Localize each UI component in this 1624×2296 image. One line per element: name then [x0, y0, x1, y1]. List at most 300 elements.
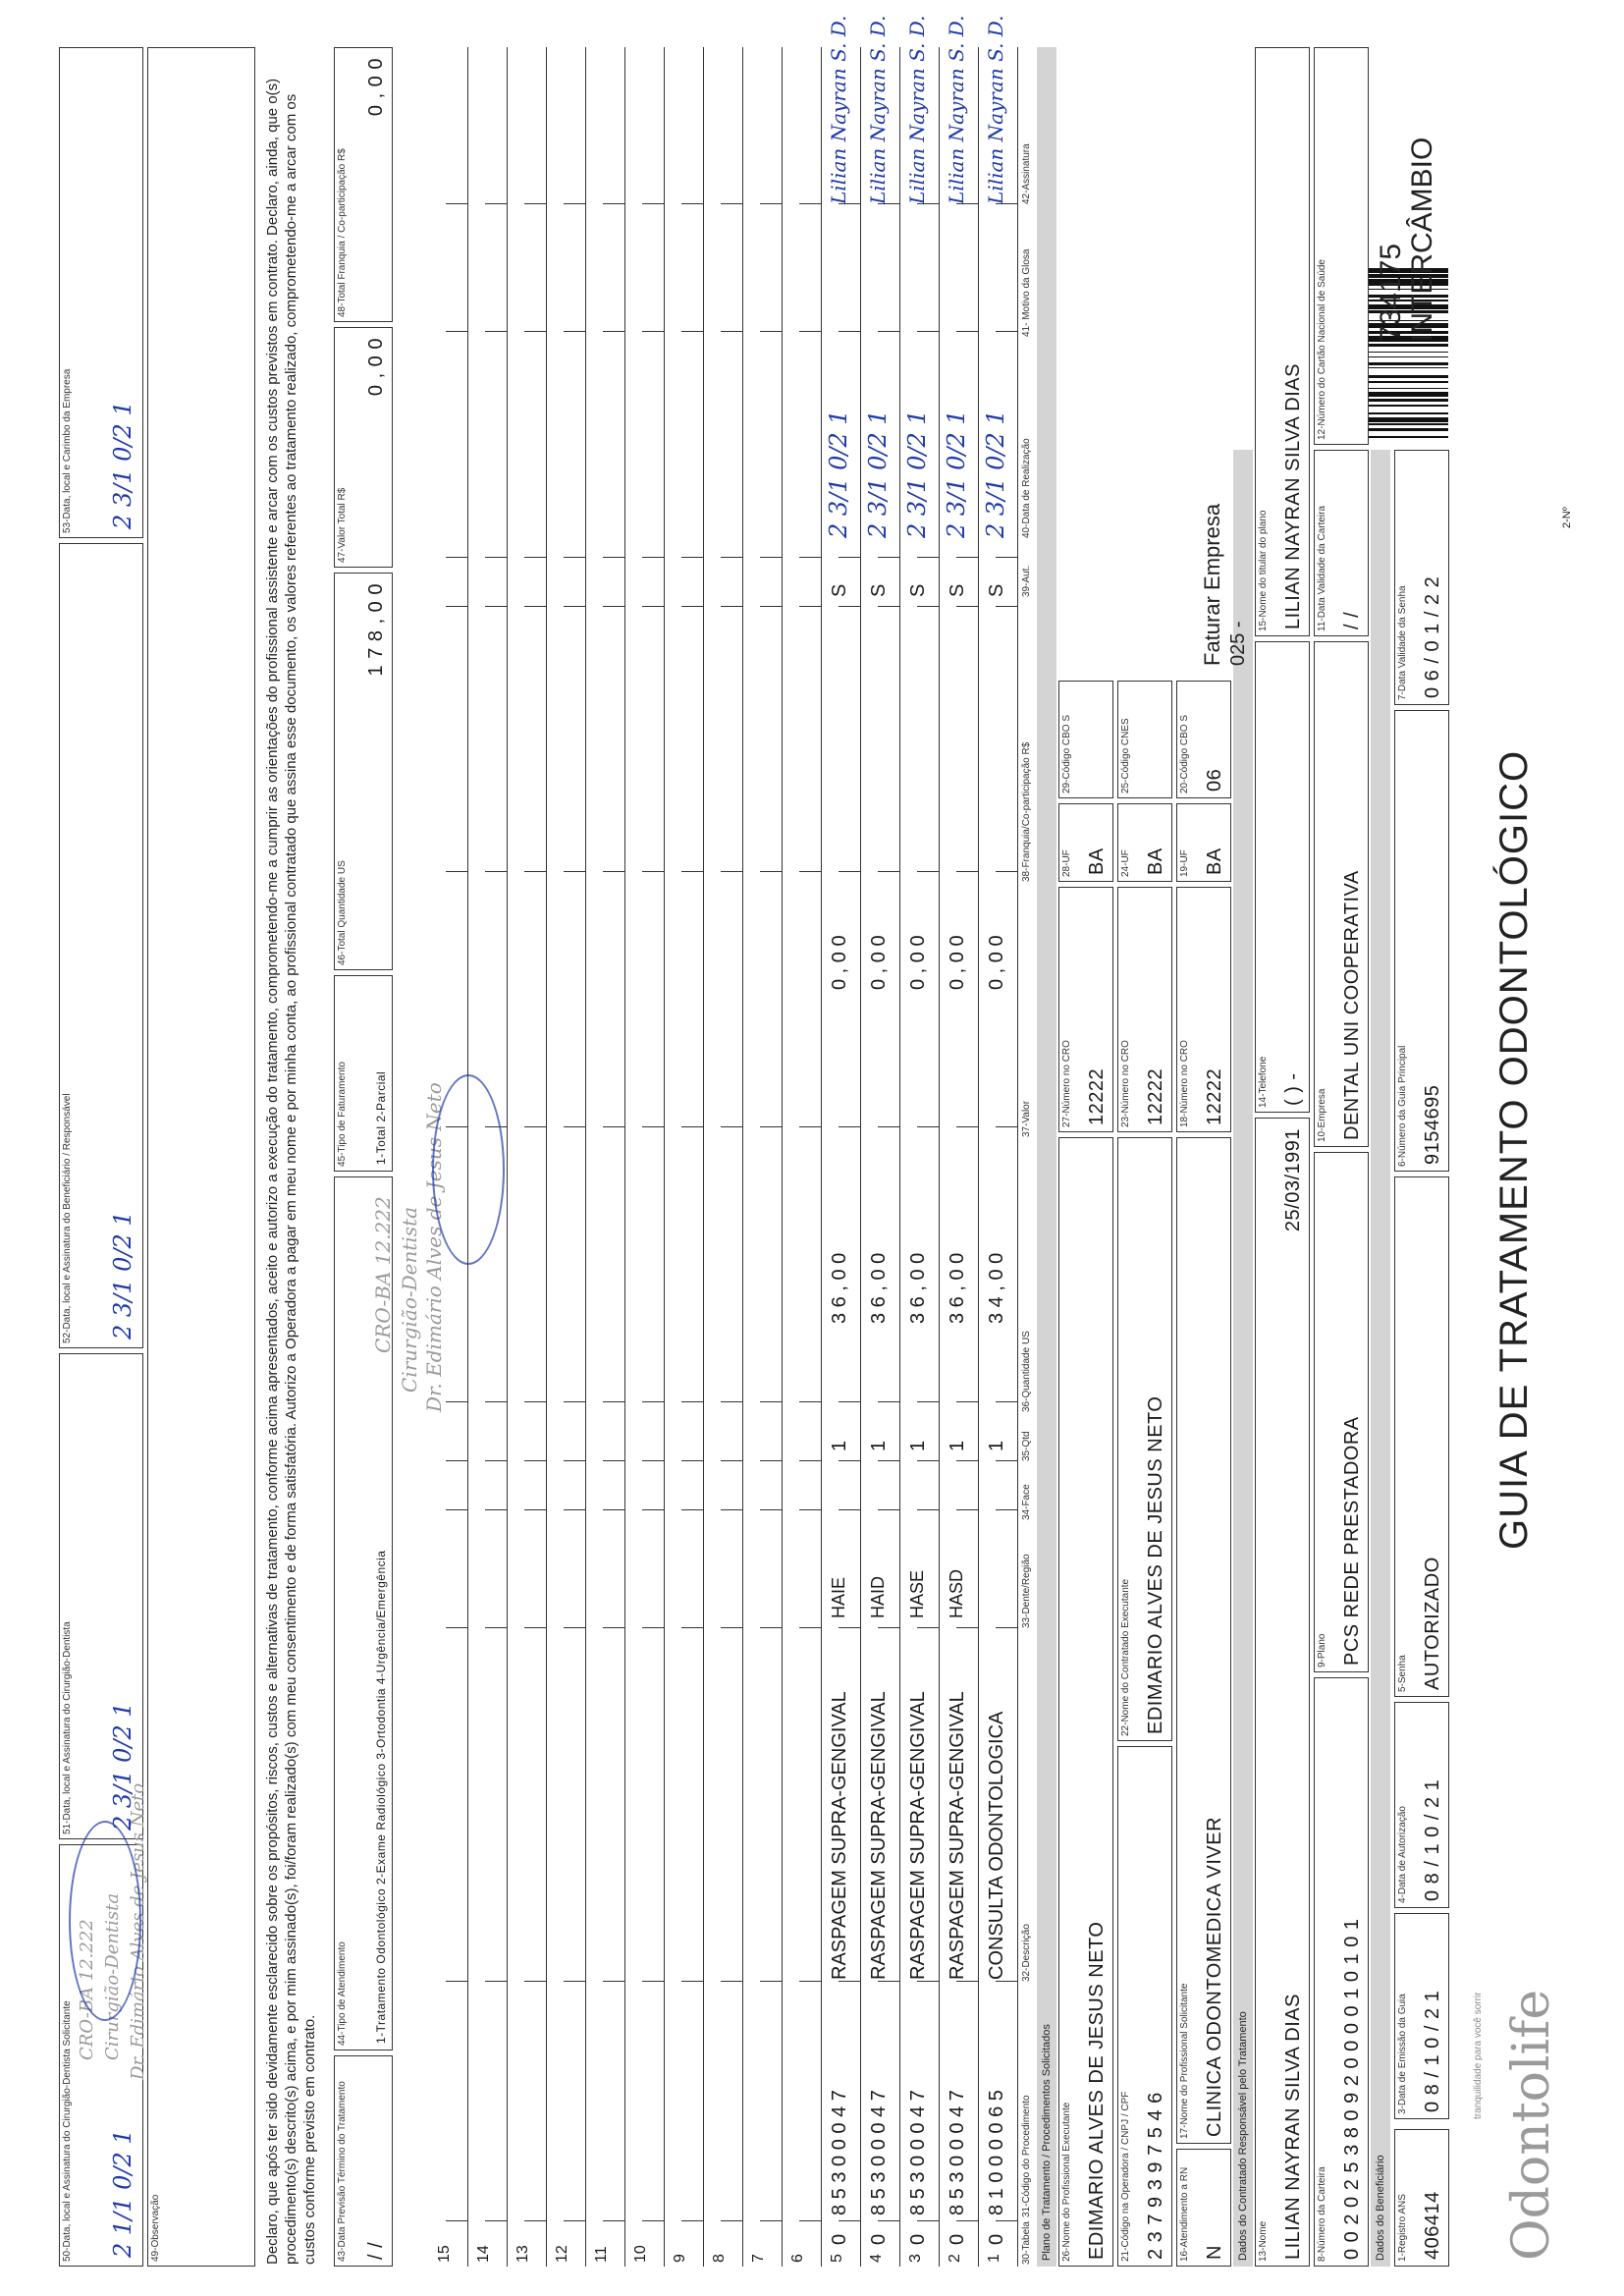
column-separator [799, 1460, 821, 1461]
table-row [742, 47, 783, 2267]
header-descricao: 32-Descrição [1021, 1924, 1032, 1982]
field-telefone: 14-Telefone ( ) - [1255, 641, 1310, 1113]
declaration-text: Declaro, que após ter sido devidamente esclarecido sobre os propósitos, riscos, custos e alternativas de tratamento, conforme acima apresentados, aceito e autorizo a execução do tratamento, comprometendo-me a cumprir as orientações do profissional assistente e arcar com os custos previstos em contrato. Declaro, ainda, que o(s) procedimento(s) descrito(s) acima, e por mim assinado(s), foi/foram realizado(s) com meu consentimento e de forma satisfatória. Autorizo a Operadora a pagar em meu nome e por minha conta, ao profissional contratado que assina esse documento, os valores referentes ao tratamento realizado, comprometendo-me a arcar com os custos conforme previsto em contrato. [264, 78, 318, 2265]
field-cbos-20: 20-Código CBO S 06 [1176, 681, 1231, 798]
field-tipo-atendimento: 44-Tipo de Atendimento 1-Tratamento Odontológico 2-Exame Radiológico 3-Ortodontia 4-Urgência/Emergência [334, 1176, 393, 2050]
column-separator [603, 557, 624, 558]
field-titular: 15-Nome do titular do plano LILIAN NAYRAN SILVA DIAS [1255, 47, 1310, 636]
column-separator [917, 1126, 939, 1127]
field-valor-total: 47-Valor Total R$ 0 , 0 0 [334, 327, 393, 568]
column-separator [564, 1401, 585, 1402]
cell-tabela: 0 [986, 2233, 1007, 2245]
column-separator [917, 1981, 939, 1982]
cell-us: 3 6 , 0 0 [829, 1252, 850, 1324]
column-separator [603, 1460, 624, 1461]
column-separator [603, 1981, 624, 1982]
column-separator [524, 1460, 546, 1461]
column-separator [642, 2220, 664, 2221]
cell-valor: 0 , 0 0 [829, 935, 850, 990]
column-separator [564, 1509, 585, 1510]
cell-qtd: 1 [986, 1440, 1007, 1451]
column-separator [799, 203, 821, 204]
column-separator [721, 606, 742, 607]
logo: Odontolife [1502, 1989, 1561, 2261]
column-separator [956, 871, 978, 872]
header-tabela: 30-Tabela [1021, 2221, 1032, 2265]
stamp-dentist-2b: Cirurgião-Dentista [398, 1206, 421, 1393]
cell-aut: S [986, 583, 1007, 597]
cell-valor: 0 , 0 0 [868, 935, 890, 990]
column-separator [917, 2220, 939, 2221]
header-qtd: 35-Qtd [1021, 1431, 1032, 1461]
column-separator [839, 871, 860, 872]
field-profissional-executante: 26-Nome do Profissional Executante EDIMARIO ALVES DE JESUS NETO [1058, 1137, 1113, 2267]
column-separator [878, 557, 899, 558]
header-aut: 39-Aut. [1021, 565, 1032, 597]
column-separator [524, 557, 546, 558]
field-validade-carteira: 11-Data Validade da Carteira / / [1314, 450, 1369, 636]
column-separator [485, 331, 507, 332]
cell-assinatura: Lilian Nayran S. D. [905, 15, 929, 204]
column-separator [799, 871, 821, 872]
field-total-franquia: 48-Total Franquia / Co-participação R$ 0 , 0 0 [334, 47, 393, 322]
column-separator [681, 557, 703, 558]
column-separator [564, 1981, 585, 1982]
column-separator [839, 1981, 860, 1982]
column-separator [878, 871, 899, 872]
column-separator [760, 1401, 782, 1402]
cell-data-realizacao: 2 3/1 0/2 1 [903, 410, 931, 538]
row-number: 14 [475, 2245, 492, 2263]
column-separator [603, 331, 624, 332]
column-separator [760, 2220, 782, 2221]
cell-us: 3 4 , 0 0 [986, 1252, 1007, 1324]
cell-dente: HAID [868, 1575, 888, 1618]
header-data-realizacao: 40-Data de Realização [1021, 438, 1032, 538]
column-separator [760, 1126, 782, 1127]
birth-date: 25/03/1991 [1282, 1128, 1304, 1232]
column-separator [564, 1126, 585, 1127]
row-number: 11 [593, 2246, 610, 2263]
row-number: 15 [436, 2245, 453, 2263]
column-separator [721, 1627, 742, 1628]
row-number: 4 [868, 2254, 885, 2263]
column-separator [917, 557, 939, 558]
column-separator [996, 203, 1017, 204]
cell-qtd: 1 [829, 1440, 850, 1451]
guide-number: 734175 [1375, 243, 1407, 342]
column-separator [996, 2220, 1017, 2221]
field-cro-23: 23-Número no CRO 12222 [1117, 887, 1172, 1132]
column-separator [956, 1627, 978, 1628]
column-separator [681, 1401, 703, 1402]
table-row [703, 47, 743, 2267]
header-valor: 37-Valor [1021, 1100, 1032, 1137]
field-observacao: 49-Observação [147, 47, 255, 2267]
cell-us: 3 6 , 0 0 [868, 1252, 890, 1324]
cell-valor: 0 , 0 0 [907, 935, 929, 990]
column-separator [721, 1126, 742, 1127]
table-row [782, 47, 822, 2267]
column-separator [485, 871, 507, 872]
cell-tabela: 0 [947, 2233, 968, 2245]
column-separator [839, 1460, 860, 1461]
cell-descricao: RASPAGEM SUPRA-GENGIVAL [829, 1691, 850, 1980]
cell-assinatura: Lilian Nayran S. D. [945, 15, 968, 204]
column-separator [681, 1460, 703, 1461]
column-separator [996, 1981, 1017, 1982]
stamp-dentist-1: Dr. Edimário Alves de Jesus Neto [128, 1782, 148, 2080]
column-separator [956, 606, 978, 607]
cell-codigo: 8 5 3 0 0 0 4 7 [868, 2090, 890, 2215]
guide-type: INTERCÂMBIO [1406, 137, 1438, 342]
column-separator [564, 1460, 585, 1461]
table-row [860, 15, 900, 2267]
column-separator [642, 606, 664, 607]
column-separator [839, 1401, 860, 1402]
field-uf-24: 24-UF BA [1117, 803, 1172, 882]
column-separator [642, 1627, 664, 1628]
cell-valor: 0 , 0 0 [986, 935, 1007, 990]
field-profissional-solicitante: 17-Nome do Profissional Solicitante CLINICA ODONTOMEDICA VIVER [1176, 1137, 1231, 2144]
column-separator [446, 1981, 467, 1982]
column-separator [485, 557, 507, 558]
column-separator [603, 1401, 624, 1402]
column-separator [721, 1401, 742, 1402]
column-separator [564, 331, 585, 332]
cell-codigo: 8 1 0 0 0 0 6 5 [986, 2090, 1007, 2215]
column-separator [956, 331, 978, 332]
column-separator [760, 871, 782, 872]
stamp-dentist-2c: CRO-BA 12.222 [371, 1196, 395, 1353]
column-separator [956, 2220, 978, 2221]
column-separator [524, 2220, 546, 2221]
cell-assinatura: Lilian Nayran S. D. [984, 15, 1007, 204]
column-separator [996, 606, 1017, 607]
field-atendimento-rn: 16-Atendimento a RN N [1176, 2149, 1231, 2267]
column-separator [799, 1627, 821, 1628]
column-separator [524, 1509, 546, 1510]
column-separator [446, 1460, 467, 1461]
column-separator [799, 1509, 821, 1510]
page-title: GUIA DE TRATAMENTO ODONTOLÓGICO [1492, 749, 1536, 1550]
field-codigo-operadora: 21-Código na Operadora / CNPJ / CPF 2 3 7 9 3 9 7 5 4 6 [1117, 1746, 1172, 2267]
cell-aut: S [907, 583, 929, 597]
column-separator [603, 1627, 624, 1628]
cell-qtd: 1 [947, 1440, 968, 1451]
column-separator [564, 2220, 585, 2221]
column-separator [564, 606, 585, 607]
row-number: 1 [986, 2254, 1002, 2263]
column-separator [642, 1401, 664, 1402]
column-separator [485, 1401, 507, 1402]
column-separator [642, 1509, 664, 1510]
column-separator [721, 2220, 742, 2221]
column-separator [799, 331, 821, 332]
row-number: 3 [907, 2254, 924, 2263]
column-separator [524, 606, 546, 607]
column-separator [839, 2220, 860, 2221]
column-separator [878, 606, 899, 607]
column-separator [564, 557, 585, 558]
field-registro-ans: 1-Registro ANS 406414 [1394, 2129, 1449, 2267]
column-separator [878, 1126, 899, 1127]
row-number: 2 [947, 2254, 963, 2263]
cell-data-realizacao: 2 3/1 0/2 1 [982, 410, 1009, 538]
column-separator [681, 2220, 703, 2221]
column-separator [485, 606, 507, 607]
column-separator [524, 871, 546, 872]
field-cbos-29: 29-Código CBO S [1058, 681, 1113, 798]
column-separator [485, 1981, 507, 1982]
column-separator [446, 2220, 467, 2221]
cell-codigo: 8 5 3 0 0 0 4 7 [829, 2090, 850, 2215]
cell-aut: S [947, 583, 968, 597]
column-separator [524, 1401, 546, 1402]
column-separator [524, 1126, 546, 1127]
column-separator [839, 203, 860, 204]
stamp-dentist-2: Dr. Edimário Alves de Jesus Neto [422, 1082, 446, 1412]
row-number: 8 [711, 2254, 728, 2263]
column-separator [917, 1509, 939, 1510]
column-separator [878, 2220, 899, 2221]
column-separator [603, 203, 624, 204]
stamp-dentist-1c: CRO-BA 12.222 [77, 1919, 97, 2060]
column-separator [839, 1509, 860, 1510]
column-separator [839, 1126, 860, 1127]
column-separator [603, 606, 624, 607]
field-previsao-termino: 43-Data Previsão Término do Tratamento / / [334, 2055, 393, 2267]
field-guia-principal: 6-Número da Guia Principal 9154695 [1394, 710, 1449, 1172]
section-plano-tratamento: Plano de Tratamento / Procedimentos Solicitados [1037, 47, 1056, 2267]
field-tipo-faturamento: 45-Tipo de Faturamento 1-Total 2-Parcial [334, 975, 393, 1172]
cell-tabela: 0 [868, 2233, 890, 2245]
tagline: tranquilidade para você sorrir [1473, 1992, 1484, 2119]
column-separator [446, 606, 467, 607]
cell-data-realizacao: 2 3/1 0/2 1 [864, 410, 892, 538]
column-separator [485, 1627, 507, 1628]
cell-codigo: 8 5 3 0 0 0 4 7 [907, 2090, 929, 2215]
cell-descricao: RASPAGEM SUPRA-GENGIVAL [907, 1691, 929, 1980]
table-row [939, 15, 979, 2267]
column-separator [956, 1981, 978, 1982]
column-separator [917, 331, 939, 332]
field-assinatura-beneficiario: 52-Data, local e Assinatura do Beneficiário / Responsável 2 3/1 0/2 1 [59, 543, 143, 1348]
field-validade-senha: 7-Data Validade da Senha 0 6 / 0 1 / 2 2 [1394, 450, 1449, 705]
column-separator [681, 203, 703, 204]
signature-scribble-2 [69, 1821, 141, 2021]
row-number: 13 [514, 2245, 531, 2263]
column-separator [485, 203, 507, 204]
column-separator [799, 557, 821, 558]
column-separator [603, 2220, 624, 2221]
column-separator [760, 606, 782, 607]
cell-us: 3 6 , 0 0 [907, 1252, 929, 1324]
column-separator [996, 1460, 1017, 1461]
table-row [546, 47, 586, 2267]
field-numero-carteira: 8-Número da Carteira 0 0 2 0 2 5 3 8 0 9 2 0 0 0 0 1 0 1 0 1 [1314, 1677, 1369, 2267]
field-uf-28: 28-UF BA [1058, 803, 1113, 882]
column-separator [681, 1509, 703, 1510]
column-separator [956, 1509, 978, 1510]
cell-qtd: 1 [868, 1440, 890, 1451]
header-face: 34-Face [1021, 1484, 1032, 1520]
column-separator [564, 1627, 585, 1628]
column-separator [839, 606, 860, 607]
column-separator [878, 1509, 899, 1510]
column-separator [721, 331, 742, 332]
row-number: 5 [829, 2254, 845, 2263]
column-separator [681, 1981, 703, 1982]
column-separator [564, 203, 585, 204]
column-separator [996, 1126, 1017, 1127]
column-separator [917, 606, 939, 607]
column-separator [681, 606, 703, 607]
field-carimbo-empresa: 53-Data, local e Carimbo da Empresa 2 3/1 0/2 1 [59, 47, 143, 538]
cell-qtd: 1 [907, 1440, 929, 1451]
field-data-autorizacao: 4-Data de Autorização 0 8 / 1 0 / 2 1 [1394, 1702, 1449, 1908]
header-dente: 33-Dente/Região [1021, 1554, 1032, 1628]
field-assinatura-solicitante: 50-Data, local e Assinatura do Cirurgião-Dentista Solicitante 2 1/1 0/2 1 [59, 1844, 143, 2267]
table-row [978, 15, 1018, 2267]
column-separator [917, 1401, 939, 1402]
column-separator [642, 1460, 664, 1461]
cell-tabela: 0 [829, 2233, 850, 2245]
section-beneficiario: Dados do Beneficiário [1371, 450, 1390, 2267]
column-separator [721, 557, 742, 558]
column-separator [446, 557, 467, 558]
section-contratado: Dados do Contratado Responsável pelo Tratamento [1233, 450, 1253, 2267]
column-separator [642, 557, 664, 558]
column-separator [760, 557, 782, 558]
cell-dente: HASD [947, 1568, 966, 1618]
column-separator [760, 1460, 782, 1461]
field-senha: 5-Senha AUTORIZADO [1394, 1176, 1449, 1697]
column-separator [485, 1509, 507, 1510]
table-row [899, 15, 940, 2267]
column-separator [878, 1981, 899, 1982]
column-separator [878, 1460, 899, 1461]
column-separator [760, 1981, 782, 1982]
column-separator [878, 1401, 899, 1402]
column-separator [524, 1627, 546, 1628]
column-separator [799, 606, 821, 607]
column-separator [446, 1509, 467, 1510]
field-cartao-nacional: 12-Número do Cartão Nacional de Saúde [1314, 47, 1369, 445]
header-franquia: 38-Franquia/Co-participação R$ [1021, 741, 1032, 882]
column-separator [839, 557, 860, 558]
row-number: 6 [789, 2254, 806, 2263]
column-separator [642, 1981, 664, 1982]
column-separator [721, 1981, 742, 1982]
cell-descricao: RASPAGEM SUPRA-GENGIVAL [947, 1691, 968, 1980]
cell-dente: HAIE [829, 1576, 848, 1618]
column-separator [524, 1981, 546, 1982]
column-separator [799, 2220, 821, 2221]
column-separator [524, 203, 546, 204]
faturar-text: Faturar Empresa [1200, 503, 1224, 666]
cell-aut: S [868, 583, 890, 597]
column-separator [799, 1981, 821, 1982]
field-plano: 9-Plano PCS REDE PRESTADORA [1314, 1152, 1369, 1672]
column-separator [642, 331, 664, 332]
column-separator [956, 1460, 978, 1461]
column-separator [878, 203, 899, 204]
signature-scribble-1 [432, 1074, 505, 1265]
column-separator [760, 1509, 782, 1510]
column-separator [878, 331, 899, 332]
column-separator [760, 1627, 782, 1628]
column-separator [799, 1401, 821, 1402]
row-number: 12 [554, 2245, 570, 2263]
column-separator [446, 203, 467, 204]
column-separator [681, 871, 703, 872]
field-empresa: 10-Empresa DENTAL UNI COOPERATIVA [1314, 641, 1369, 1147]
row-number: 10 [632, 2245, 649, 2263]
cell-dente: HASE [907, 1569, 927, 1618]
header-codigo: 31-Código do Procedimento [1021, 2095, 1032, 2217]
column-separator [956, 1126, 978, 1127]
column-separator [956, 203, 978, 204]
column-separator [642, 203, 664, 204]
column-separator [642, 871, 664, 872]
column-separator [721, 871, 742, 872]
column-separator [996, 331, 1017, 332]
column-separator [839, 331, 860, 332]
column-separator [996, 557, 1017, 558]
column-separator [878, 1627, 899, 1628]
column-separator [446, 871, 467, 872]
column-separator [603, 871, 624, 872]
column-separator [799, 1126, 821, 1127]
column-separator [485, 1460, 507, 1461]
column-separator [839, 1627, 860, 1628]
cell-assinatura: Lilian Nayran S. D. [866, 15, 890, 204]
table-row [821, 15, 861, 2267]
header-quantidade-us: 36-Quantidade US [1021, 1331, 1032, 1412]
row-number: 7 [750, 2254, 767, 2263]
cell-data-realizacao: 2 3/1 0/2 1 [943, 410, 970, 538]
column-separator [956, 1401, 978, 1402]
column-separator [446, 1627, 467, 1628]
header-motivo-glosa: 41- Motivo da Glosa [1021, 248, 1032, 337]
field-nome: 13-Nome LILIAN NAYRAN SILVA DIAS 25/03/1991 [1255, 1118, 1310, 2267]
cell-data-realizacao: 2 3/1 0/2 1 [825, 410, 852, 538]
field-assinatura-dentista: 51-Data, local e Assinatura do Cirurgião-Dentista 2 3/1 0/2 1 [59, 1353, 143, 1839]
field-cnes: 25-Código CNES [1117, 681, 1172, 798]
column-separator [446, 331, 467, 332]
field-contratado-executante: 22-Nome do Contratado Executante EDIMARIO ALVES DE JESUS NETO [1117, 1137, 1172, 1741]
column-separator [917, 1460, 939, 1461]
column-separator [524, 331, 546, 332]
guide-number-label: 2-Nº [1561, 507, 1573, 528]
column-separator [564, 871, 585, 872]
table-row [624, 47, 665, 2267]
column-separator [603, 1126, 624, 1127]
row-number: 9 [672, 2254, 688, 2263]
column-separator [681, 1627, 703, 1628]
column-separator [721, 1460, 742, 1461]
header-assinatura: 42-Assinatura [1021, 143, 1032, 204]
field-total-us: 46-Total Quantidade US 1 7 8 , 0 0 [334, 573, 393, 970]
field-uf-19: 19-UF BA [1176, 803, 1231, 882]
cell-codigo: 8 5 3 0 0 0 4 7 [947, 2090, 968, 2215]
field-data-emissao: 3-Data de Emissão da Guia 0 8 / 1 0 / 2 1 [1394, 1913, 1449, 2119]
cell-descricao: CONSULTA ODONTOLOGICA [986, 1711, 1007, 1980]
field-cro-18: 18-Número no CRO 12222 [1176, 887, 1231, 1132]
column-separator [917, 1627, 939, 1628]
column-separator [996, 871, 1017, 872]
